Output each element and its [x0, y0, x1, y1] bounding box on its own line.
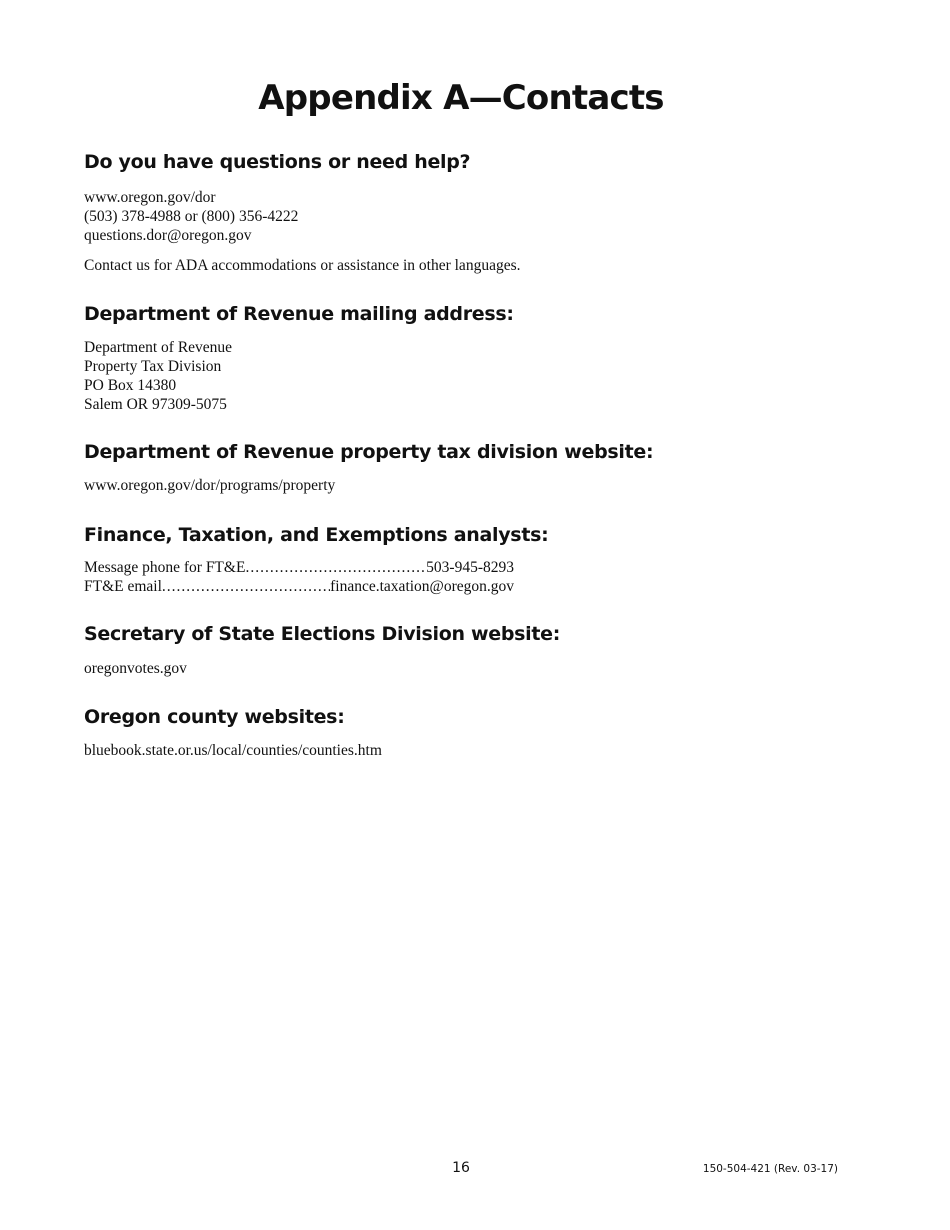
page-title: Appendix A—Contacts: [258, 78, 664, 118]
dot-leader: [162, 577, 330, 596]
address-line: Property Tax Division: [84, 358, 222, 375]
help-heading: Do you have questions or need help?: [84, 151, 471, 173]
address-line: Department of Revenue: [84, 339, 233, 356]
elections-link[interactable]: oregonvotes.gov: [84, 660, 187, 677]
page-number: 16: [452, 1160, 470, 1176]
help-phone: (503) 378-4988 or (800) 356-4222: [84, 208, 299, 225]
division-site-block: [84, 476, 335, 495]
analysts-heading: Finance, Taxation, and Exemptions analysts:: [84, 524, 549, 546]
contact-email-link[interactable]: finance.taxation@oregon.gov: [330, 578, 514, 595]
address-line: PO Box 14380: [84, 377, 177, 394]
analysts-contacts: [84, 558, 514, 596]
division-site-heading: Department of Revenue property tax division website:: [84, 441, 654, 463]
contact-row: [84, 577, 514, 596]
contact-label: Message phone for FT&E: [84, 559, 246, 576]
contact-label: FT&E email: [84, 578, 162, 595]
ada-note-text: Contact us for ADA accommodations or assistance in other languages.: [84, 257, 521, 274]
division-site-link[interactable]: www.oregon.gov/dor/programs/property: [84, 477, 336, 494]
form-number: 150-504-421 (Rev. 03-17): [702, 1163, 838, 1175]
elections-heading: Secretary of State Elections Division website:: [84, 623, 561, 645]
counties-block: [84, 741, 382, 760]
help-contact-block: [84, 188, 298, 245]
contact-row: [84, 558, 514, 577]
help-website-link[interactable]: www.oregon.gov/dor: [84, 189, 216, 206]
contact-phone: 503-945-8293: [426, 559, 514, 576]
address-line: Salem OR 97309-5075: [84, 396, 227, 413]
ada-note: [84, 256, 520, 275]
mailing-heading: Department of Revenue mailing address:: [84, 303, 514, 325]
help-email-link[interactable]: questions.dor@oregon.gov: [84, 227, 252, 244]
mailing-address: [84, 338, 232, 414]
elections-block: [84, 659, 187, 678]
counties-link[interactable]: bluebook.state.or.us/local/counties/counties.htm: [84, 742, 382, 759]
counties-heading: Oregon county websites:: [84, 706, 345, 728]
dot-leader: [245, 558, 426, 577]
